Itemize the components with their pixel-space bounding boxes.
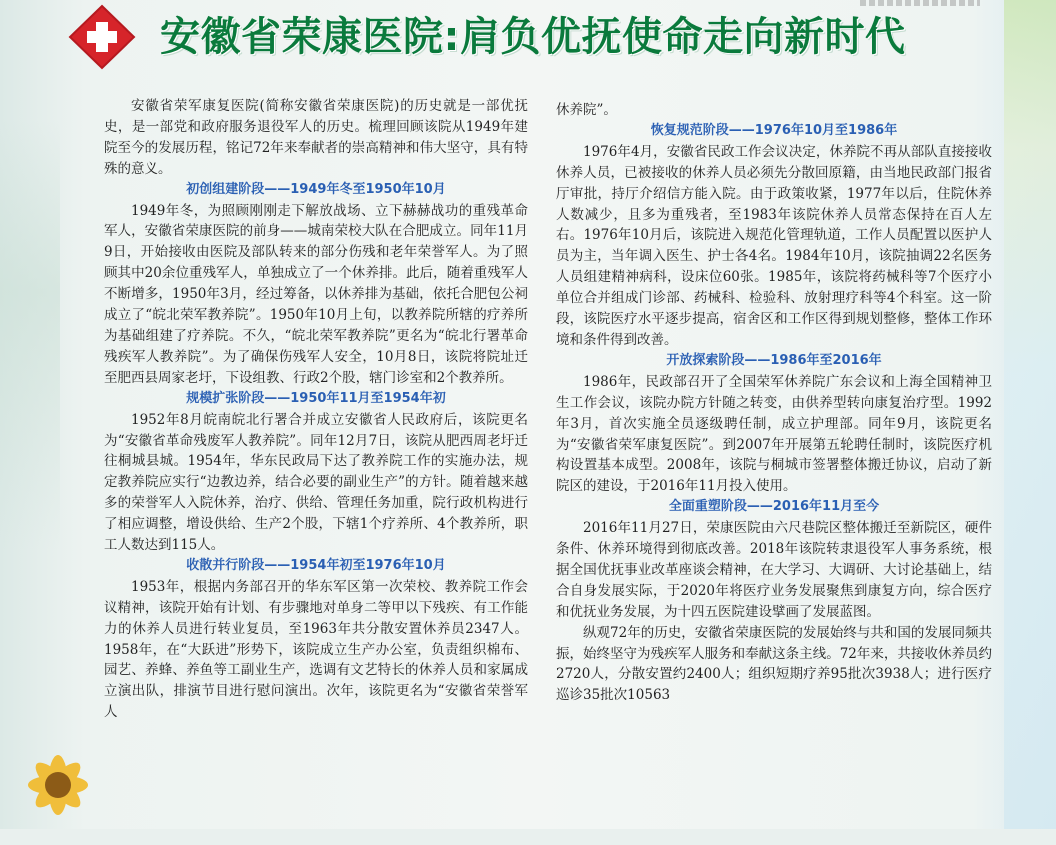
article-paragraph: 纵观72年的历史，安徽省荣康医院的发展始终与共和国的发展同频共振，始终坚守为残疾军人服务和奉献这条主线。72年来，共接收休养员约2720人，分散安置约2400人；组织短期疗养95批次3938人；进行医疗巡诊35批次10563: [556, 624, 992, 704]
article-paragraph: 2016年11月27日，荣康医院由六尺巷院区整体搬迁至新院区，硬件条件、休养环境得到彻底改善。2018年该院转隶退役军人事务系统，根据全国优抚事业改革座谈会精神，在大学习、大调研、大讨论基础上，结合自身发展实际，于2020年将医疗业务发展聚焦到康复方向，综合医疗和优抚业务发展，为十四五医院建设擘画了发展蓝图。: [556, 520, 992, 620]
page-title: 安徽省荣康医院:肩负优抚使命走向新时代: [160, 14, 906, 60]
red-cross-logo-icon: [66, 4, 138, 70]
article-paragraph: 1986年，民政部召开了全国荣军休养院广东会议和上海全国精神卫生工作会议，该院办院方针随之转变，由供养型转向康复治疗型。1992年3月，首次实施全员逐级聘任制，成立护理部。同年9月，该院更名为“安徽省荣军康复医院”。到2007年开展第五轮聘任制时，该院医疗机构设置基本成型。2008年，该院与桐城市签署整体搬迁协议，启动了新院区的建设，于2016年11月投入使用。: [556, 373, 992, 495]
article-paragraph: 1953年，根据内务部召开的华东军区第一次荣校、教养院工作会议精神，该院开始有计划、有步骤地对单身二等甲以下残疾、有工作能力的休养人员进行转业复员，至1963年共分散安置休养员2347人。1958年，在“大跃进”形势下，该院成立生产办公室，负责组织棉布、园艺、养蜂、养鱼等工副业生产，选调有文艺特长的休养人员和家属成立演出队，排演节目进行慰问演出。次年，该院更名为“安徽省荣誉军人: [104, 578, 528, 721]
article-paragraph: 1976年4月，安徽省民政工作会议决定，休养院不再从部队直接接收休养人员，已被接收的休养人员必须先分散回原籍，由当地民政部门报省厅审批，持厅介绍信方能入院。由于政策收紧，1977年以后，住院休养人数减少，且多为重残者，至1983年该院休养人员常态保持在百人左右。1976年10月后，该院进入规范化管理轨道，工作人员配置以医护人员为主，当年调入医生、护士各4名。1984年10月，该院抽调22名医务人员组建精神病科，设床位60张。1985年，该院将药械科等7个医疗小单位合并组成门诊部、药械科、检验科、放射理疗科等4个科室。这一阶段，该院医疗水平逐步提高，宿舍区和工作区得到规划整修，整体工作环境和条件得到改善。: [556, 143, 992, 348]
section-heading: 全面重塑阶段——2016年11月至今: [668, 499, 880, 515]
article-right-column: [556, 100, 992, 706]
article-paragraph: 1952年8月皖南皖北行署合并成立安徽省人民政府后，该院更名为“安徽省革命残废军人教养院”。同年12月7日，该院从肥西周老圩迁往桐城县城。1954年，华东民政局下达了教养院工作的实施办法，规定教养院应实行“边教边养，结合必要的副业生产”的方针。随着越来越多的荣誉军人入院休养，治疗、供给、管理任务加重，院行政机构进行了相应调整，增设供给、生产2个股，下辖1个疗养所、4个教养所，职工人数达到115人。: [104, 411, 528, 554]
background-decoration-right: [1004, 0, 1056, 829]
article-paragraph: 安徽省荣军康复医院(简称安徽省荣康医院)的历史就是一部优抚史，是一部党和政府服务退役军人的历史。梳理回顾该院从1949年建院至今的发展历程，铭记72年来奉献者的崇高精神和伟大坚守，具有特殊的意义。: [104, 98, 528, 177]
background-decoration-left: [0, 120, 60, 550]
article-left-column: [104, 96, 528, 723]
section-heading: 开放探索阶段——1986年至2016年: [666, 352, 882, 368]
article-paragraph: 1949年冬，为照顾刚刚走下解放战场、立下赫赫战功的重残革命军人，安徽省荣康医院的前身——城南荣校大队在合肥成立。同年11月9日，开始接收由医院及部队转来的部分伤残和老年荣誉军人。为了照顾其中20余位重残军人，单独成立了一个休养排。此后，随着重残军人不断增多，1950年3月，经过筹备，以休养排为基础，依托合肥包公祠成立了“皖北荣军教养院”。1950年10月上旬，以教养院所辖的疗养所为基础组建了疗养院。不久，“皖北荣军教养院”更名为“皖北行署革命残疾军人教养院”。为了确保伤残军人安全，10月8日，该院将院址迁至肥西县周家老圩，下设组教、行政2个股，辖门诊室和2个教养所。: [104, 202, 528, 386]
section-heading: 恢复规范阶段——1976年10月至1986年: [650, 122, 898, 138]
section-heading: 规模扩张阶段——1950年11月至1954年初: [186, 390, 446, 406]
sunflower-decoration-icon: [18, 715, 98, 845]
article-paragraph: 休养院”。: [556, 102, 617, 118]
section-heading: 收散并行阶段——1954年初至1976年10月: [186, 557, 446, 573]
section-heading: 初创组建阶段——1949年冬至1950年10月: [186, 181, 446, 197]
top-edge-mark: [860, 0, 980, 6]
